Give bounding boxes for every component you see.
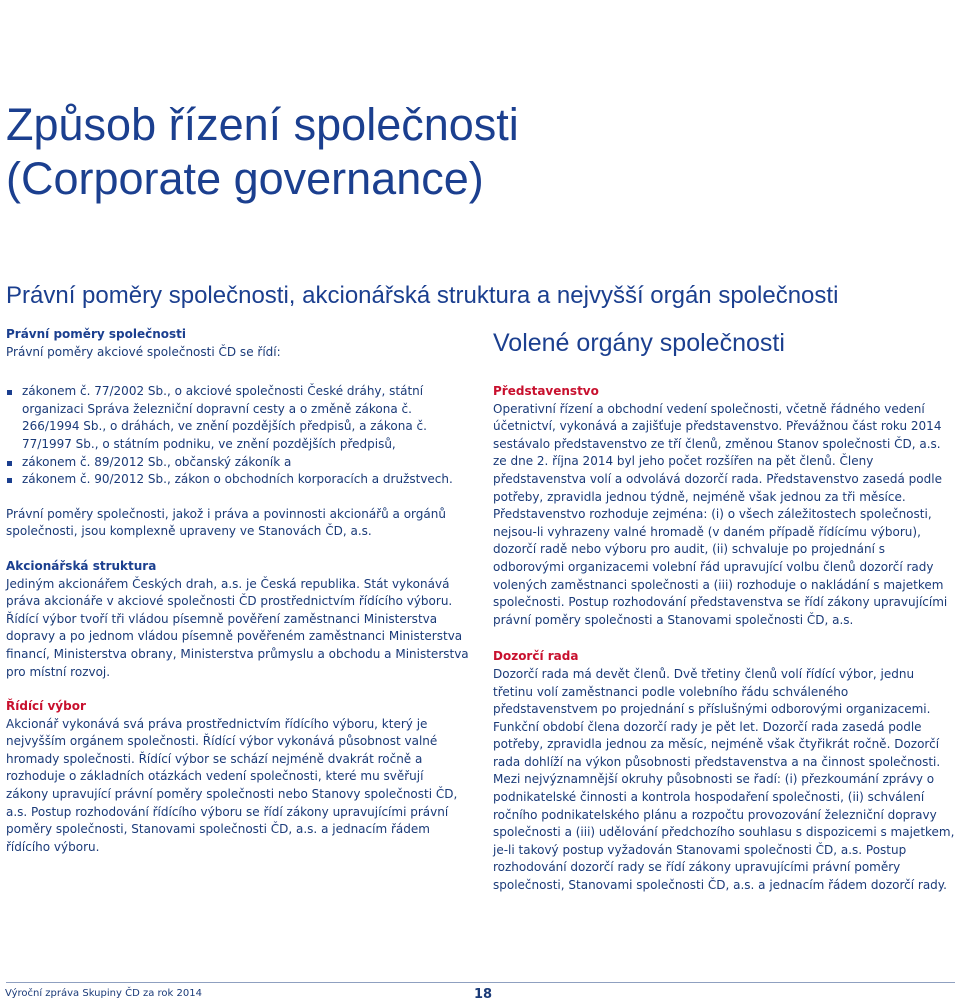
page-title-line-2: (Corporate governance): [6, 153, 484, 204]
committee-heading: Řídící výbor: [6, 699, 86, 714]
footer-report-title: Výroční zpráva Skupiny ČD za rok 2014: [5, 988, 202, 999]
law-item: zákonem č. 77/2002 Sb., o akciové společnosti České dráhy, státní organizaci Správa železniční dopravní cesty a o změně zákona č. 266/1994 Sb., o dráhách, ve znění pozdějších předpisů, a zákona č. 77/1997 Sb., o státním podniku, ve znění pozdějších předpisů,: [6, 383, 469, 453]
legal-heading: Právní poměry společnosti: [6, 327, 186, 341]
law-item: zákonem č. 90/2012 Sb., zákon o obchodních korporacích a družstvech.: [6, 471, 469, 489]
shareholder-paragraph: Jediným akcionářem Českých drah, a.s. je Česká republika. Stát vykonává práva akcionáře v akciové společnosti ČD prostřednictvím řídícího výboru. Řídící výbor tvoří tři vládou písemně pověření zaměstnanci Ministerstva dopravy a po jednom vládou písemně pověřeném zaměstnanci Ministerstva financí, Ministerstva obrany, Ministerstva průmyslu a obchodu a Ministerstva pro místní rozvoj.: [6, 576, 469, 679]
footer-divider: [6, 982, 955, 983]
supervisory-heading: Dozorčí rada: [493, 649, 579, 664]
shareholder-heading: Akcionářská struktura: [6, 558, 157, 573]
left-column: [6, 326, 469, 856]
page-title-line-1: Způsob řízení společnosti: [6, 99, 519, 150]
supervisory-paragraph: Dozorčí rada má devět členů. Dvě třetiny členů volí řídící výbor, jednu třetinu volí zaměstnanci podle volebního řádu schváleného představenstvem po projednání s příslušnými odborovými organizacemi. Funkční období člena dozorčí rady je pět let. Dozorčí rada zasedá podle potřeby, zpravidla jednou za měsíc, nejméně však čtyřikrát ročně. Dozorčí rada dohlíží na výkon působnosti představenstva a na činnost společnosti. Mezi nejvýznamnější okruhy působnosti se řadí: (i) přezkoumání zprávy o podnikatelské činnosti a kontrola hospodaření společnosti, (ii) schválení ročního podnikatelského plánu a rozpočtu provozování železniční dopravy společnosti a (iii) udělování předchozího souhlasu s dispozicemi s majetkem, je-li takový postup vyžadován Stanovami společnosti ČD, a.s. Postup rozhodování dozorčí rady se řídí zákony upravujícími právní poměry společnosti, Stanovami společnosti ČD, a.s. a jednacím řádem dozorčí rady.: [493, 666, 955, 893]
legal-intro: Právní poměry akciové společnosti ČD se řídí:: [6, 344, 281, 359]
board-paragraph: Operativní řízení a obchodní vedení společnosti, včetně řádného vedení účetnictví, vykonává a zajišťuje představenstvo. Převážnou část roku 2014 sestávalo představenstvo ze tří členů, změnou Stanov společnosti ČD, a.s. ze dne 2. října 2014 byl jeho počet rozšířen na pět členů. Členy představenstva volí a odvolává dozorčí rada. Představenstvo zasedá podle potřeby, zpravidla jednou týdně, nejméně však jednou za tři měsíce. Představenstvo rozhoduje zejména: (i) o všech záležitostech společnosti, nejsou-li vyhrazeny valné hromadě (v daném případě řídícímu výboru), dozorčí radě nebo výboru pro audit, (ii) schvaluje po projednání s odborovými organizacemi volební řád upravující volbu členů dozorčí rady volených zaměstnanci společnosti a (iii) rozhoduje o nakládání s majetkem společnosti. Postup rozhodování představenstva se řídí zákony upravujícími právní poměry společnosti a Stanovami společnosti ČD, a.s.: [493, 401, 948, 627]
elected-bodies-heading: Volené orgány společnosti: [493, 329, 785, 357]
committee-paragraph: Akcionář vykonává svá práva prostřednictvím řídícího výboru, který je nejvyšším orgánem společnosti. Řídící výbor vykonává působnost valné hromady společnosti. Řídící výbor se schází nejméně dvakrát ročně a rozhoduje o základních otázkách vedení společnosti, které mu svěřují zákony upravující právní poměry společnosti nebo Stanovy společnosti ČD, a.s. Postup rozhodování řídícího výboru se řídí zákony upravujícími právní poměry společnosti, Stanovami společnosti ČD, a.s. a jednacím řádem řídícího výboru.: [6, 716, 458, 854]
section-title: Právní poměry společnosti, akcionářská struktura a nejvyšší orgán společnosti: [6, 282, 839, 309]
page-number: 18: [474, 987, 493, 1002]
page-title: [6, 98, 519, 206]
laws-list: [6, 383, 469, 489]
right-column: [493, 383, 955, 895]
board-heading: Představenstvo: [493, 384, 599, 398]
legal-paragraph: Právní poměry společnosti, jakož i práva a povinnosti akcionářů a orgánů společnosti, jsou komplexně upraveny ve Stanovách ČD, a.s.: [6, 506, 446, 539]
law-item: zákonem č. 89/2012 Sb., občanský zákoník a: [6, 454, 469, 472]
